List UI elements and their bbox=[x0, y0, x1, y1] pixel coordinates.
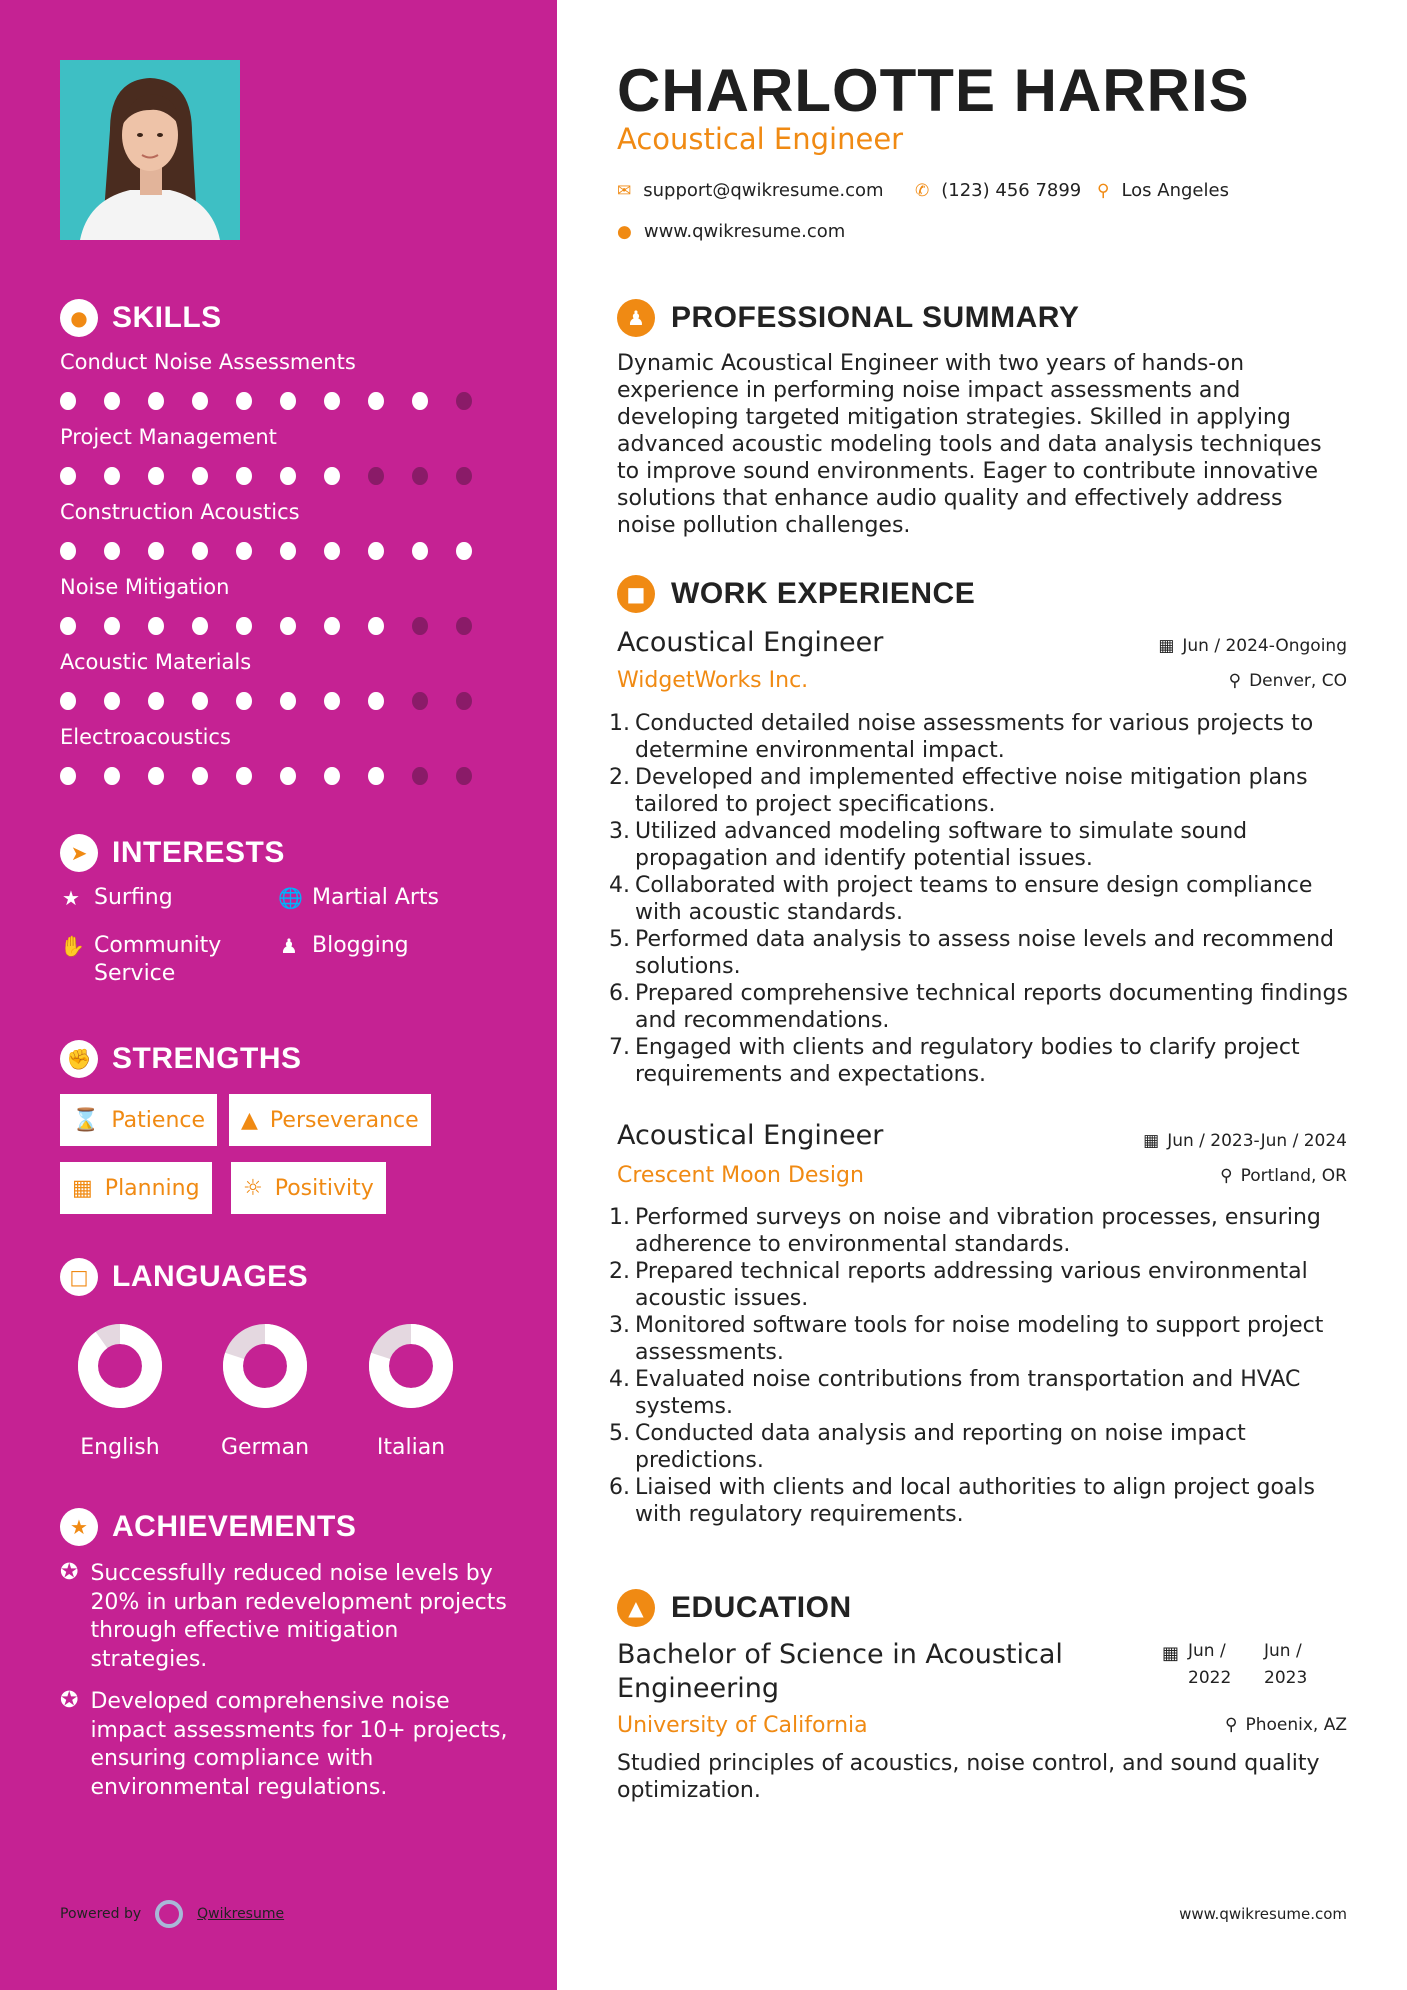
job-location-text: Portland, OR bbox=[1240, 1166, 1347, 1186]
skill-dot bbox=[324, 617, 340, 635]
skill-dot bbox=[236, 467, 252, 485]
skill-dot bbox=[236, 692, 252, 710]
main-content bbox=[557, 0, 1407, 1990]
skill-name: Conduct Noise Assessments bbox=[60, 350, 356, 374]
job-bullets bbox=[609, 710, 1359, 1088]
skill-dot bbox=[148, 767, 164, 785]
contact-website[interactable] bbox=[617, 221, 845, 242]
education-location bbox=[1225, 1715, 1347, 1735]
achievement-text: Successfully reduced noise levels by 20% in urban redevelopment projects through effective mitigation strategies. bbox=[90, 1561, 507, 1672]
skill-dot bbox=[280, 692, 296, 710]
job-location bbox=[1220, 1166, 1347, 1186]
pin-icon: ⚲ bbox=[1225, 1715, 1238, 1735]
skill-dot bbox=[280, 392, 296, 410]
language-label: English bbox=[80, 1435, 160, 1460]
language-item bbox=[200, 1323, 330, 1460]
skill-dot bbox=[280, 467, 296, 485]
skill-dot bbox=[104, 692, 120, 710]
bullet-item bbox=[609, 1258, 1359, 1312]
skill-dot bbox=[324, 467, 340, 485]
work-heading bbox=[617, 575, 975, 613]
skill-dot bbox=[104, 542, 120, 560]
location-text: Los Angeles bbox=[1121, 180, 1229, 201]
skill-name: Noise Mitigation bbox=[60, 575, 230, 599]
skill-dot bbox=[104, 767, 120, 785]
achievement-item bbox=[60, 1560, 510, 1674]
education-description: Studied principles of acoustics, noise control, and sound quality optimization. bbox=[617, 1751, 1320, 1803]
skill-dot bbox=[368, 542, 384, 560]
skill-name: Acoustic Materials bbox=[60, 650, 252, 674]
paper-plane-icon: ➤ bbox=[60, 834, 98, 872]
medal-icon: ★ bbox=[60, 1508, 98, 1546]
bullet-item bbox=[609, 764, 1359, 818]
strength-label: Perseverance bbox=[269, 1107, 419, 1133]
job-title: Acoustical Engineer bbox=[617, 627, 884, 658]
bullet-text: Developed and implemented effective noise mitigation plans tailored to project specifications. bbox=[635, 765, 1308, 817]
skill-dot bbox=[236, 767, 252, 785]
interest-community-service bbox=[60, 932, 260, 988]
education-location-text: Phoenix, AZ bbox=[1245, 1715, 1347, 1735]
skill-dot bbox=[60, 467, 76, 485]
sidebar bbox=[0, 0, 557, 1990]
job-date-text: Jun / 2023-Jun / 2024 bbox=[1167, 1131, 1347, 1151]
skill-item bbox=[60, 650, 500, 710]
skill-dot bbox=[60, 542, 76, 560]
skill-dot bbox=[456, 467, 472, 485]
languages-title: LANGUAGES bbox=[112, 1260, 309, 1293]
education-heading bbox=[617, 1589, 852, 1627]
job-date bbox=[1143, 1131, 1347, 1151]
strength-label: Planning bbox=[104, 1175, 200, 1201]
job-bullets bbox=[609, 1204, 1359, 1528]
skill-rating bbox=[60, 542, 500, 560]
education-degree: Bachelor of Science in Acoustical Engineering bbox=[617, 1639, 1063, 1704]
skill-dot bbox=[236, 617, 252, 635]
profile-photo bbox=[60, 60, 240, 240]
bullet-text: Conducted detailed noise assessments for various projects to determine environmental impact. bbox=[635, 711, 1314, 763]
pin-icon: ⚲ bbox=[1220, 1166, 1233, 1186]
strengths-heading bbox=[60, 1040, 302, 1078]
strength-label: Patience bbox=[111, 1107, 206, 1133]
calendar-icon: ▦ bbox=[1143, 1131, 1160, 1151]
bullet-number: 6. bbox=[609, 1475, 630, 1500]
bullet-item bbox=[609, 872, 1359, 926]
bullet-item bbox=[609, 710, 1359, 764]
achievements-title: ACHIEVEMENTS bbox=[112, 1510, 357, 1543]
bullet-item bbox=[609, 1312, 1359, 1366]
users-icon: ♟ bbox=[280, 934, 298, 958]
bullet-item bbox=[609, 1204, 1359, 1258]
interest-martial-arts bbox=[278, 884, 439, 912]
bullet-text: Utilized advanced modeling software to simulate sound propagation and identify potential issues. bbox=[635, 819, 1248, 871]
bullet-text: Prepared technical reports addressing various environmental acoustic issues. bbox=[635, 1259, 1308, 1311]
bullet-number: 4. bbox=[609, 1367, 630, 1392]
bullet-text: Conducted data analysis and reporting on noise impact predictions. bbox=[635, 1421, 1246, 1473]
skill-dot bbox=[104, 467, 120, 485]
skill-dot bbox=[192, 692, 208, 710]
job-title: Acoustical Engineer bbox=[617, 1120, 884, 1151]
translate-icon: □ bbox=[60, 1258, 98, 1296]
calendar-icon: ▦ bbox=[1158, 636, 1175, 656]
contact-location bbox=[1097, 180, 1229, 201]
fist-icon: ✊ bbox=[60, 1040, 98, 1078]
job-company: Crescent Moon Design bbox=[617, 1163, 864, 1188]
footer-url[interactable]: www.qwikresume.com bbox=[1179, 1905, 1347, 1923]
skills-heading bbox=[60, 299, 222, 337]
interest-label: Martial Arts bbox=[312, 885, 440, 910]
skill-dot bbox=[324, 767, 340, 785]
interest-label: Community Service bbox=[94, 933, 222, 986]
strength-perseverance bbox=[229, 1094, 431, 1146]
education-title: EDUCATION bbox=[671, 1591, 852, 1624]
achievement-text: Developed comprehensive noise impact assessments for 10+ projects, ensuring compliance with environmental regulations. bbox=[90, 1689, 508, 1800]
language-label: Italian bbox=[376, 1435, 446, 1460]
bullet-number: 3. bbox=[609, 1313, 630, 1338]
skill-rating bbox=[60, 692, 500, 710]
skill-rating bbox=[60, 617, 500, 635]
bullet-text: Performed data analysis to assess noise levels and recommend solutions. bbox=[635, 927, 1335, 979]
pin-icon: ⚲ bbox=[1228, 671, 1242, 691]
bullet-item bbox=[609, 980, 1359, 1034]
skill-dot bbox=[412, 467, 428, 485]
bullet-item bbox=[609, 1366, 1359, 1420]
candidate-role: Acoustical Engineer bbox=[617, 122, 904, 156]
bullet-number: 7. bbox=[609, 1035, 630, 1060]
interest-label: Surfing bbox=[94, 885, 173, 910]
education-end: Jun / 2023 bbox=[1264, 1641, 1308, 1688]
calendar-icon: ▦ bbox=[1162, 1643, 1180, 1664]
qwikresume-link[interactable]: Qwikresume bbox=[197, 1906, 285, 1922]
skill-dot bbox=[324, 692, 340, 710]
language-item bbox=[346, 1323, 476, 1460]
skill-dot bbox=[60, 692, 76, 710]
skill-name: Construction Acoustics bbox=[60, 500, 300, 524]
skill-dot bbox=[412, 617, 428, 635]
skill-rating bbox=[60, 467, 500, 485]
skill-dot bbox=[456, 617, 472, 635]
interests-title: INTERESTS bbox=[112, 836, 285, 869]
graduation-cap-icon: ▲ bbox=[617, 1589, 655, 1627]
skill-rating bbox=[60, 392, 500, 410]
skill-dot bbox=[192, 767, 208, 785]
job-date bbox=[1158, 636, 1347, 656]
bullet-number: 5. bbox=[609, 927, 630, 952]
job-location bbox=[1229, 671, 1347, 691]
skill-dot bbox=[368, 692, 384, 710]
job-date-text: Jun / 2024-Ongoing bbox=[1182, 636, 1347, 656]
skill-dot bbox=[148, 617, 164, 635]
strengths-title: STRENGTHS bbox=[112, 1042, 302, 1075]
envelope-icon: ✉ bbox=[617, 180, 632, 201]
star-icon: ★ bbox=[62, 886, 80, 910]
job-company: WidgetWorks Inc. bbox=[617, 668, 809, 693]
hourglass-icon: ⌛ bbox=[72, 1107, 100, 1133]
skill-dot bbox=[280, 617, 296, 635]
achievements-heading bbox=[60, 1508, 356, 1546]
interest-blogging bbox=[278, 932, 409, 960]
skill-dot bbox=[368, 467, 384, 485]
interests-heading bbox=[60, 834, 285, 872]
email-text: support@qwikresume.com bbox=[643, 180, 884, 201]
bullet-item bbox=[609, 1474, 1359, 1528]
skill-dot bbox=[192, 467, 208, 485]
user-icon: ♟ bbox=[617, 299, 655, 337]
strength-label: Positivity bbox=[274, 1175, 374, 1201]
donut-fill bbox=[88, 1334, 152, 1398]
qwikresume-logo-icon bbox=[155, 1900, 183, 1928]
skill-dot bbox=[148, 542, 164, 560]
sun-icon: ☼ bbox=[243, 1175, 263, 1201]
map-pin-icon: ⚲ bbox=[1097, 180, 1110, 201]
skill-dot bbox=[148, 467, 164, 485]
phone-text: (123) 456 7899 bbox=[941, 180, 1082, 201]
contact-phone[interactable] bbox=[915, 180, 1081, 201]
skill-dot bbox=[412, 767, 428, 785]
skill-item bbox=[60, 350, 500, 410]
strength-planning bbox=[60, 1162, 212, 1214]
languages-heading bbox=[60, 1258, 308, 1296]
summary-heading bbox=[617, 299, 1079, 337]
lightbulb-icon: ● bbox=[60, 299, 98, 337]
bullet-item bbox=[609, 1420, 1359, 1474]
skill-dot bbox=[236, 392, 252, 410]
summary-text: Dynamic Acoustical Engineer with two years of hands-on experience in performing noise impact assessments and developing targeted mitigation strategies. Skilled in applying advanced acoustic modeling tools and data analysis techniques to improve sound environments. Eager to contribute innovative solutions that enhance audio quality and effectively address noise pollution challenges. bbox=[617, 351, 1322, 538]
website-text: www.qwikresume.com bbox=[643, 221, 846, 242]
skill-dot bbox=[192, 542, 208, 560]
bullet-number: 2. bbox=[609, 765, 630, 790]
bullet-number: 5. bbox=[609, 1421, 630, 1446]
bullet-text: Collaborated with project teams to ensure design compliance with acoustic standards. bbox=[635, 873, 1313, 925]
bullet-text: Engaged with clients and regulatory bodies to clarify project requirements and expectations. bbox=[635, 1035, 1300, 1087]
summary-title: PROFESSIONAL SUMMARY bbox=[671, 301, 1080, 334]
bullet-item bbox=[609, 926, 1359, 980]
skill-dot bbox=[456, 767, 472, 785]
skill-dot bbox=[456, 542, 472, 560]
bullet-number: 2. bbox=[609, 1259, 630, 1284]
shooting-star-icon: ✪ bbox=[60, 1560, 79, 1585]
skill-dot bbox=[148, 392, 164, 410]
bullet-number: 4. bbox=[609, 873, 630, 898]
briefcase-icon: ■ bbox=[617, 575, 655, 613]
language-item bbox=[55, 1323, 185, 1460]
achievement-item bbox=[60, 1688, 510, 1802]
skill-rating bbox=[60, 767, 500, 785]
bullet-text: Performed surveys on noise and vibration processes, ensuring adherence to environmental standards. bbox=[635, 1205, 1321, 1257]
strength-positivity bbox=[231, 1162, 386, 1214]
globe-icon: ● bbox=[617, 221, 632, 242]
skill-dot bbox=[60, 767, 76, 785]
skill-dot bbox=[368, 392, 384, 410]
bullet-text: Evaluated noise contributions from transportation and HVAC systems. bbox=[635, 1367, 1301, 1419]
skill-dot bbox=[324, 392, 340, 410]
strength-patience bbox=[60, 1094, 217, 1146]
bullet-text: Liaised with clients and local authorities to align project goals with regulatory requirements. bbox=[635, 1475, 1315, 1527]
skill-dot bbox=[456, 692, 472, 710]
skill-dot bbox=[192, 617, 208, 635]
contact-email[interactable] bbox=[617, 180, 884, 201]
globe-icon: 🌐 bbox=[278, 886, 303, 910]
bullet-item bbox=[609, 818, 1359, 872]
work-title: WORK EXPERIENCE bbox=[671, 577, 976, 610]
skill-item bbox=[60, 725, 500, 785]
skill-name: Electroacoustics bbox=[60, 725, 231, 749]
skill-dot bbox=[148, 692, 164, 710]
skill-item bbox=[60, 425, 500, 485]
skill-item bbox=[60, 500, 500, 560]
education-school: University of California bbox=[617, 1713, 868, 1738]
powered-by bbox=[60, 1900, 284, 1928]
bullet-text: Monitored software tools for noise modeling to support project assessments. bbox=[635, 1313, 1324, 1365]
language-donut bbox=[77, 1323, 163, 1409]
skill-dot bbox=[368, 767, 384, 785]
skill-dot bbox=[412, 392, 428, 410]
phone-icon: ✆ bbox=[915, 180, 930, 201]
skill-dot bbox=[60, 617, 76, 635]
language-donut bbox=[368, 1323, 454, 1409]
skill-dot bbox=[104, 617, 120, 635]
road-icon: ▲ bbox=[241, 1107, 258, 1133]
bullet-number: 3. bbox=[609, 819, 630, 844]
skill-dot bbox=[236, 542, 252, 560]
skill-dot bbox=[104, 392, 120, 410]
language-label: German bbox=[220, 1435, 310, 1460]
bullet-number: 6. bbox=[609, 981, 630, 1006]
skill-dot bbox=[412, 542, 428, 560]
powered-label: Powered by bbox=[60, 1906, 142, 1922]
education-start: Jun / 2022 bbox=[1188, 1641, 1232, 1688]
hand-icon: ✋ bbox=[60, 934, 85, 958]
skill-dot bbox=[60, 392, 76, 410]
skill-dot bbox=[280, 542, 296, 560]
calendar-icon: ▦ bbox=[72, 1175, 93, 1201]
candidate-name: CHARLOTTE HARRIS bbox=[617, 57, 1250, 124]
skill-dot bbox=[192, 392, 208, 410]
language-donut bbox=[222, 1323, 308, 1409]
interest-surfing bbox=[60, 884, 173, 912]
bullet-item bbox=[609, 1034, 1359, 1088]
skill-dot bbox=[324, 542, 340, 560]
skills-title: SKILLS bbox=[112, 301, 222, 334]
shooting-star-icon: ✪ bbox=[60, 1688, 79, 1713]
skill-dot bbox=[412, 692, 428, 710]
skill-dot bbox=[280, 767, 296, 785]
job-location-text: Denver, CO bbox=[1249, 671, 1347, 691]
profile-photo-image bbox=[60, 60, 240, 240]
skill-name: Project Management bbox=[60, 425, 277, 449]
skill-dot bbox=[368, 617, 384, 635]
interest-label: Blogging bbox=[312, 933, 409, 958]
skill-dot bbox=[456, 392, 472, 410]
skill-item bbox=[60, 575, 500, 635]
bullet-text: Prepared comprehensive technical reports documenting findings and recommendations. bbox=[635, 981, 1348, 1033]
bullet-number: 1. bbox=[609, 711, 630, 736]
bullet-number: 1. bbox=[609, 1205, 630, 1230]
